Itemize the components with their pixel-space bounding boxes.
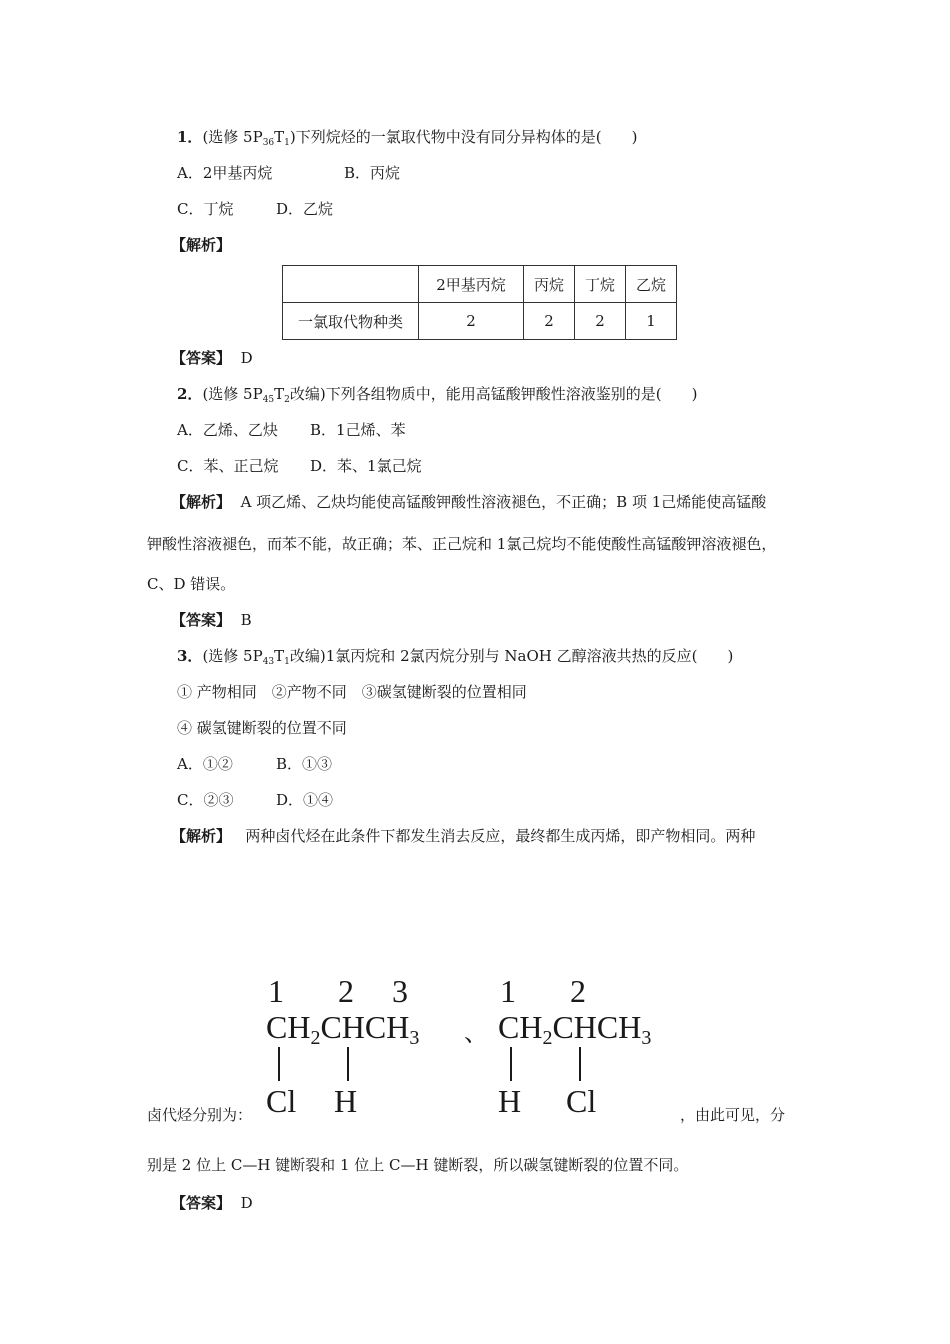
table-cell xyxy=(283,266,419,303)
q2-answer-label: 【答案】 xyxy=(171,611,232,629)
table-cell: 2 xyxy=(524,303,575,340)
q3-option-d: D．①④ xyxy=(276,791,334,809)
q1-option-a: A．2甲基丙烷 xyxy=(177,164,273,182)
q3-answer-value: D xyxy=(240,1194,253,1212)
q2-analysis-line1 xyxy=(171,492,766,512)
q2-analysis-line3: C、D 错误。 xyxy=(147,575,236,593)
formula-separator: 、 xyxy=(464,1021,488,1047)
q3-analysis-line3: 别是 2 位上 C—H 键断裂和 1 位上 C—H 键断裂，所以碳氢键断裂的位置不同。 xyxy=(147,1156,689,1174)
formula1-num-1: 1 xyxy=(268,973,284,1009)
q3-analysis-label: 【解析】 xyxy=(171,827,232,845)
q3-formula-lead: 卤代烃分别为： xyxy=(147,1106,253,1124)
formula1-main: $CH_2CHCH_3$ xyxy=(266,1009,420,1049)
formula1-bond-1 xyxy=(278,1047,280,1081)
q2-option-d: D．苯、1氯己烷 xyxy=(310,457,422,475)
formula1-num-3: 3 xyxy=(392,973,408,1009)
formula2-num-2: 2 xyxy=(570,973,586,1009)
formula1-bottom-h: H xyxy=(334,1083,358,1119)
formula1-bottom-cl: Cl xyxy=(266,1083,297,1119)
q3-stem-line xyxy=(177,646,733,666)
q2-answer xyxy=(171,610,252,630)
q2-analysis-line2: 钾酸性溶液褪色，而苯不能，故正确；苯、正己烷和 1氯己烷均不能使酸性高锰酸钾溶液褪色， xyxy=(147,535,777,553)
q2-option-a: A．乙烯、乙炔 xyxy=(177,421,278,439)
table-cell: 乙烷 xyxy=(626,266,677,303)
q3-items-line1: ① 产物相同 ②产物不同 ③碳氢键断裂的位置相同 xyxy=(177,683,527,701)
q3-answer xyxy=(171,1193,253,1213)
q3-answer-label: 【答案】 xyxy=(171,1194,232,1212)
formula2-bottom-h: H xyxy=(498,1083,522,1119)
q1-stem-line xyxy=(177,127,637,147)
table-cell: 丙烷 xyxy=(524,266,575,303)
table-cell: 2 xyxy=(419,303,524,340)
q1-answer-value: D xyxy=(240,349,253,367)
q2-option-c: C．苯、正己烷 xyxy=(177,457,279,475)
q3-formula-tail: ，由此可见，分 xyxy=(680,1106,786,1124)
q1-analysis-table xyxy=(282,265,677,340)
q3-option-c: C．②③ xyxy=(177,791,234,809)
q1-stem: )下列烷烃的一氯取代物中没有同分异构体的是( ) xyxy=(289,128,638,146)
table-cell: 一氯取代物种类 xyxy=(283,303,419,340)
table-row xyxy=(283,303,677,340)
q1-answer-label: 【答案】 xyxy=(171,349,232,367)
q3-number: 3． xyxy=(177,647,203,665)
q1-option-c: C．丁烷 xyxy=(177,200,234,218)
table-cell: 2 xyxy=(575,303,626,340)
q1-option-d: D．乙烷 xyxy=(276,200,334,218)
q3-stem: 改编)1氯丙烷和 2氯丙烷分别与 NaOH 乙醇溶液共热的反应( ) xyxy=(289,647,734,665)
formula2-num-1: 1 xyxy=(500,973,516,1009)
q2-stem-line xyxy=(177,384,697,404)
table-cell: 1 xyxy=(626,303,677,340)
formula2-bottom-cl: Cl xyxy=(566,1083,597,1119)
q1-analysis-label: 【解析】 xyxy=(171,236,232,254)
q3-items-line2: ④ 碳氢键断裂的位置不同 xyxy=(177,719,347,737)
q2-analysis-label: 【解析】 xyxy=(171,493,232,511)
q3-option-b: B．①③ xyxy=(276,755,333,773)
q2-number: 2． xyxy=(177,385,203,403)
q3-analysis-line1 xyxy=(171,826,755,846)
formula2-main: $CH_2CHCH_3$ xyxy=(498,1009,652,1049)
q3-option-a: A．①② xyxy=(177,755,233,773)
q3-analysis-text1: 两种卤代烃在此条件下都发生消去反应，最终都生成丙烯，即产物相同。两种 xyxy=(245,827,756,845)
table-header-row xyxy=(283,266,677,303)
q2-analysis-text1: A 项乙烯、乙炔均能使高锰酸钾酸性溶液褪色，不正确；B 项 1己烯能使高锰酸 xyxy=(240,493,767,511)
q1-answer xyxy=(171,348,253,368)
q1-source: (选修 $5P_{36}T_1$ xyxy=(202,128,290,148)
table-cell: 丁烷 xyxy=(575,266,626,303)
q2-answer-value: B xyxy=(240,611,252,629)
formula2-bond-2 xyxy=(579,1047,581,1081)
q2-stem: 改编)下列各组物质中，能用高锰酸钾酸性溶液鉴别的是( ) xyxy=(289,385,698,403)
q2-option-b: B．1己烯、苯 xyxy=(310,421,406,439)
formula2-bond-1 xyxy=(510,1047,512,1081)
table-cell: 2甲基丙烷 xyxy=(419,266,524,303)
formula1-num-2: 2 xyxy=(338,973,354,1009)
formula1-bond-2 xyxy=(347,1047,349,1081)
q1-option-b: B．丙烷 xyxy=(344,164,401,182)
q3-source: (选修 $5P_{43}T_1$ xyxy=(202,647,290,667)
q1-number: 1． xyxy=(177,128,203,146)
q2-source: (选修 $5P_{45}T_2$ xyxy=(202,385,290,405)
